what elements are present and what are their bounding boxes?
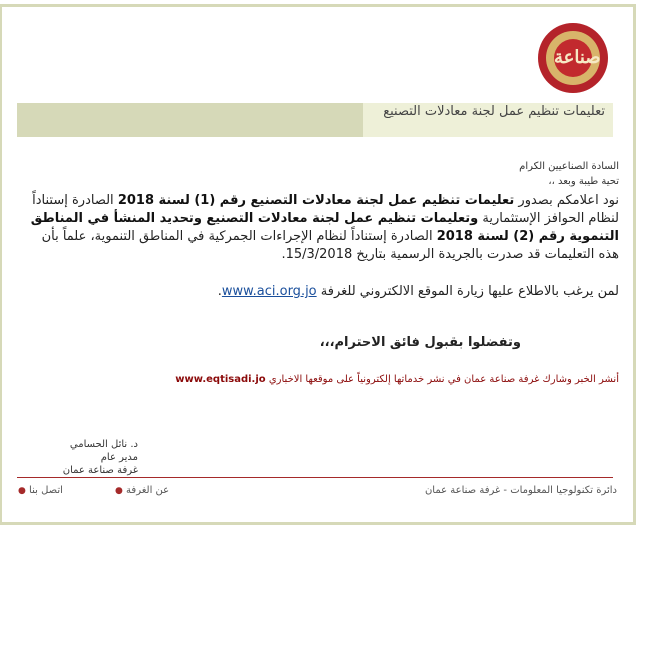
greeting-line-2: تحية طيبة وبعد ،،	[548, 176, 619, 187]
page-title: تعليمات تنظيم عمل لجنة معادلات التصنيع	[383, 104, 605, 119]
share-line	[175, 374, 619, 385]
signature-name: د. نائل الحسامي	[69, 439, 138, 450]
website-prefix: لمن يرغب بالاطلاع عليها زيارة الموقع الالكتروني للغرفة	[320, 284, 619, 299]
signature-position: مدير عام	[100, 452, 138, 463]
logo-text: صناعة	[554, 39, 592, 77]
title-bar	[17, 103, 613, 137]
footer-divider	[17, 477, 613, 478]
signature-org: غرفة صناعة عمان	[62, 465, 138, 476]
footer-about-link[interactable]	[115, 485, 169, 496]
body-bold-2: وتعليمات تنظيم عمل لجنة معادلات التصنيع وتحديد المنشأ في المناطق التنموية رقم (2) لسنة 2018	[30, 211, 619, 244]
footer-contact-label: اتصل بنا	[29, 485, 63, 496]
body-text-1: نود اعلامكم بصدور	[514, 193, 619, 208]
logo-ring	[546, 31, 600, 85]
body-text-3: الصادرة إستناداً لنظام الإجراءات الجمركية في المناطق التنموية، علماً بأن هذه التعليمات قد صدرت بالجريدة الرسمية بتاريخ 15/3/2018.	[41, 229, 619, 262]
website-line: لمن يرغب بالاطلاع عليها زيارة الموقع الالكتروني للغرفة www.aci.org.jo.	[217, 284, 619, 299]
footer-department: دائرة تكنولوجيا المعلومات - غرفة صناعة عمان	[424, 485, 617, 496]
signature-block	[18, 438, 138, 477]
closing-text: وتفضلوا بقبول فائق الاحترام،،،	[319, 335, 521, 350]
footer-contact-link[interactable]	[18, 485, 63, 496]
bullet-icon: ●	[18, 486, 26, 496]
greeting-line-1: السادة الصناعيين الكرام	[519, 161, 619, 172]
announcement-body	[23, 192, 619, 264]
body-bold-1: تعليمات تنظيم عمل لجنة معادلات التصنيع رقم (1) لسنة 2018	[117, 193, 515, 208]
chamber-logo	[538, 23, 608, 93]
bullet-icon: ●	[115, 486, 123, 496]
share-text: أنشر الخبر وشارك غرفة صناعة عمان في نشر خدماتها إلكترونياً على موقعها الاخباري	[268, 374, 619, 385]
footer-about-label: عن الغرفة	[126, 485, 170, 496]
body-text-2: الصادرة إستناداً لنظام الحوافز الإستثمارية	[32, 193, 619, 226]
title-box	[363, 103, 613, 137]
share-link[interactable]: www.eqtisadi.jo	[175, 374, 266, 385]
website-link[interactable]: www.aci.org.jo	[221, 284, 317, 299]
